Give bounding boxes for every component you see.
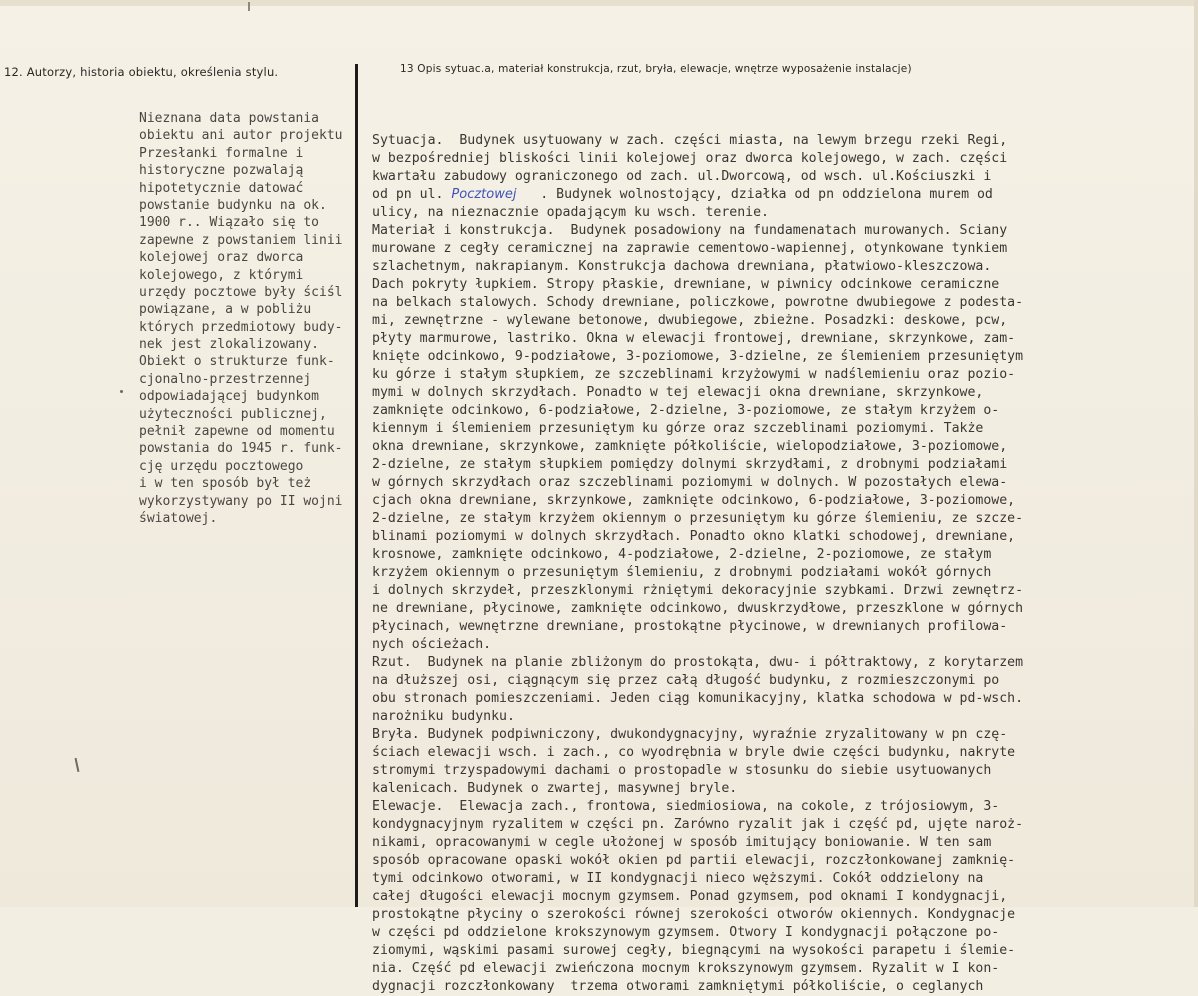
text-line bbox=[372, 186, 1192, 204]
text-line: hipotetycznie datować bbox=[139, 180, 304, 196]
text-line: Obiekt o strukturze funk- bbox=[139, 354, 335, 370]
text-line: murowane z cegły ceramicznej na zaprawie cementowo-wapiennej, otynkowane tynkiem bbox=[372, 241, 1008, 256]
text-line: powstania do 1945 r. funk- bbox=[139, 441, 343, 457]
pencil-mark bbox=[248, 2, 250, 11]
text-line: zapewne z powstaniem linii bbox=[139, 232, 343, 248]
text-line: cjonalno-przestrzennej bbox=[139, 371, 312, 387]
text-fragment: . Budynek wolnostojący, działka od pn oddzielona murem od bbox=[516, 187, 993, 202]
text-line: Przesłanki formalne i bbox=[139, 145, 304, 161]
text-line: nych ościeżach. bbox=[372, 637, 492, 652]
text-line: na belkach stalowych. Schody drewniane, policzkowe, powrotne dwubiegowe z podesta- bbox=[372, 295, 1024, 310]
text-line: nikami, opracowanymi w cegle ułożonej w sposób imitujący boniowanie. W ten sam bbox=[372, 835, 992, 850]
text-line: narożniku budynku. bbox=[372, 709, 515, 724]
text-line: Dach pokryty łupkiem. Stropy płaskie, drewniane, w piwnicy odcinkowe ceramiczne bbox=[372, 277, 1000, 292]
text-line: kwartału zabudowy ograniczonego od zach. ul.Dworcową, od wsch. ul.Kościuszki i bbox=[372, 169, 992, 184]
text-line: szlachetnym, nakrapianym. Konstrukcja dachowa drewniana, płatwiowo-kleszczowa. bbox=[372, 259, 992, 274]
text-line: odpowiadającej budynkom bbox=[139, 389, 320, 405]
handwritten-street-name: Pocztowej bbox=[451, 187, 517, 202]
text-line: i dolnych skrzydeł, przeszklonymi rżniętymi dekoracyjnie szybkami. Drzwi zewnętrz- bbox=[372, 583, 1024, 598]
text-line: całej długości elewacji mocnym gzymsem. Ponad gzymsem, pod oknami I kondygnacji, bbox=[372, 889, 1008, 904]
text-line: powstanie budynku na ok. bbox=[139, 197, 327, 213]
text-line: nek jest zlokalizowany. bbox=[139, 337, 320, 353]
text-line: Rzut. Budynek na planie zbliżonym do prostokąta, dwu- i półtraktowy, z korytarzem bbox=[372, 655, 1024, 670]
text-line: blinami poziomymi w dolnych skrzydłach. Ponadto okno klatki schodowej, drewniane, bbox=[372, 529, 1016, 544]
text-line: których przedmiotowy budy- bbox=[139, 319, 343, 335]
text-line: płycinach, wewnętrzne drewniane, prostokątne płycinowe, w drewnianych profilowa- bbox=[372, 619, 1008, 634]
text-line: kolejowej oraz dworca bbox=[139, 250, 304, 266]
text-line: Nieznana data powstania bbox=[139, 111, 320, 126]
text-line: ziomymi, wąskimi pasami surowej cegły, biegnącymi na wysokości parapetu i ślemie- bbox=[372, 943, 1016, 958]
text-line: ku górze i stałym słupkiem, ze szczeblinami krzyżowymi w nadślemieniu oraz pozio- bbox=[372, 367, 1016, 382]
text-line: tymi odcinkowo otworami, w II kondygnacji nieco węższymi. Cokół oddzielony na bbox=[372, 871, 984, 886]
text-line: krzyżem okiennym o przesuniętym ślemieniu, z drobnymi podziałami wokół górnych bbox=[372, 565, 992, 580]
text-line: okna drewniane, skrzynkowe, zamknięte półkoliście, wielopodziałowe, 3-poziomowe, bbox=[372, 439, 1008, 454]
text-line: 2-dzielne, ze stałym krzyżem okiennym o przesuniętym ku górze ślemieniu, ze szcze- bbox=[372, 511, 1024, 526]
paper-top-edge bbox=[0, 0, 1198, 6]
text-line: 1900 r.. Wiązało się to bbox=[139, 215, 320, 231]
text-line: Bryła. Budynek podpiwniczony, dwukondygnacyjny, wyraźnie zryzalitowany w pn czę- bbox=[372, 727, 1008, 742]
paper-right-edge bbox=[1194, 0, 1198, 907]
text-line: i w ten sposób był też bbox=[139, 476, 312, 492]
history-text-column bbox=[139, 110, 357, 527]
text-line: płyty marmurowe, lastriko. Okna w elewacji frontowej, drewniane, skrzynkowe, zam- bbox=[372, 331, 1016, 346]
text-line: cjach okna drewniane, skrzynkowe, zamknięte odcinkowo, 6-podziałowe, 3-poziomowe, bbox=[372, 493, 1016, 508]
text-line: Elewacje. Elewacja zach., frontowa, siedmiosiowa, na cokole, z trójosiowym, 3- bbox=[372, 799, 1000, 814]
text-line: kolejowego, z którymi bbox=[139, 267, 304, 283]
text-line: zamknięte odcinkowo, 6-podziałowe, 2-dzielne, 3-poziomowe, ze stałym krzyżem o- bbox=[372, 403, 1000, 418]
text-fragment: od pn ul. bbox=[372, 187, 452, 202]
text-line: wykorzystywany po II wojni bbox=[139, 493, 343, 509]
section-13-header: 13 Opis sytuac.a, materiał konstrukcja, rzut, bryła, elewacje, wnętrze wyposażenie instalacje) bbox=[400, 63, 912, 75]
text-line: obiektu ani autor projektu bbox=[139, 128, 343, 144]
text-line: historyczne pozwalają bbox=[139, 163, 304, 179]
ink-dot bbox=[120, 390, 123, 393]
text-line: cję urzędu pocztowego bbox=[139, 458, 304, 474]
description-text-column bbox=[372, 96, 1192, 996]
text-line: na dłuższej osi, ciągnącym się przez całą długość budynku, z rozmieszczonymi po bbox=[372, 673, 1000, 688]
text-line: urzędy pocztowe były ściśl bbox=[139, 284, 343, 300]
text-line: w części pd oddzielone krokszynowym gzymsem. Otwory I kondygnacji połączone po- bbox=[372, 925, 1000, 940]
text-line: obu stronach pomieszczeniami. Jeden ciąg komunikacyjny, klatka schodowa w pd-wsch. bbox=[372, 691, 1024, 706]
text-line: Materiał i konstrukcja. Budynek posadowiony na fundamenatach murowanych. Sciany bbox=[372, 223, 1008, 238]
text-line: Sytuacja. Budynek usytuowany w zach. części miasta, na lewym brzegu rzeki Regi, bbox=[372, 133, 1008, 148]
text-line: ściach elewacji wsch. i zach., co wyodrębnia w bryle dwie części budynku, nakryte bbox=[372, 745, 1016, 760]
text-line: 2-dzielne, ze stałym słupkiem pomiędzy dolnymi skrzydłami, z drobnymi podziałami bbox=[372, 457, 1008, 472]
text-line: prostokątne płyciny o szerokości równej szerokości otworów okiennych. Kondygnacje bbox=[372, 907, 1016, 922]
text-line: nia. Część pd elewacji zwieńczona mocnym krokszynowym gzymsem. Ryzalit w I kon- bbox=[372, 961, 1000, 976]
text-line: kondygnacyjnym ryzalitem w części pn. Zarówno ryzalit jak i część pd, ujęte naroż- bbox=[372, 817, 1024, 832]
text-line: w górnych skrzydłach oraz szczeblinami poziomymi w dolnych. W pozostałych elewa- bbox=[372, 475, 1008, 490]
text-line: mi, zewnętrzne - wylewane betonowe, dwubiegowe, zbieżne. Posadzki: deskowe, pcw, bbox=[372, 313, 1008, 328]
text-line: użyteczności publicznej, bbox=[139, 406, 327, 422]
text-line: powiązane, a w pobliżu bbox=[139, 302, 312, 318]
text-line: kalenicach. Budynek o zwartej, masywnej bryle. bbox=[372, 781, 738, 796]
text-line: światowej. bbox=[139, 510, 218, 526]
text-line: sposób opracowane opaski wokół okien pd partii elewacji, rozczłonkowanej zamknię- bbox=[372, 853, 1016, 868]
text-line: dygnacji rozczłonkowany trzema otworami zamkniętymi półkoliście, o ceglanych bbox=[372, 979, 984, 994]
section-12-header: 12. Autorzy, historia obiektu, określenia stylu. bbox=[4, 65, 279, 79]
text-line: pełnił zapewne od momentu bbox=[139, 424, 335, 440]
text-line: ne drewniane, płycinowe, zamknięte odcinkowo, dwuskrzydłowe, przeszklone w górnych bbox=[372, 601, 1024, 616]
text-line: kiennym i ślemieniem przesuniętym ku górze oraz szczeblinami poziomymi. Także bbox=[372, 421, 984, 436]
text-line: krosnowe, zamknięte odcinkowo, 4-podziałowe, 2-dzielne, 2-poziomowe, ze stałym bbox=[372, 547, 992, 562]
text-line: w bezpośredniej bliskości linii kolejowej oraz dworca kolejowego, w zach. części bbox=[372, 151, 1008, 166]
text-line: mymi w dolnych skrzydłach. Ponadto w tej elewacji okna drewniane, skrzynkowe, bbox=[372, 385, 984, 400]
pencil-mark bbox=[75, 758, 79, 772]
text-line: knięte odcinkowo, 9-podziałowe, 3-poziomowe, 3-dzielne, ze ślemieniem przesuniętym bbox=[372, 349, 1024, 364]
text-line: stromymi trzyspadowymi dachami o prostopadle w stosunku do siebie usytuowanych bbox=[372, 763, 992, 778]
text-line: ulicy, na nieznacznie opadającym ku wsch. terenie. bbox=[372, 205, 769, 220]
